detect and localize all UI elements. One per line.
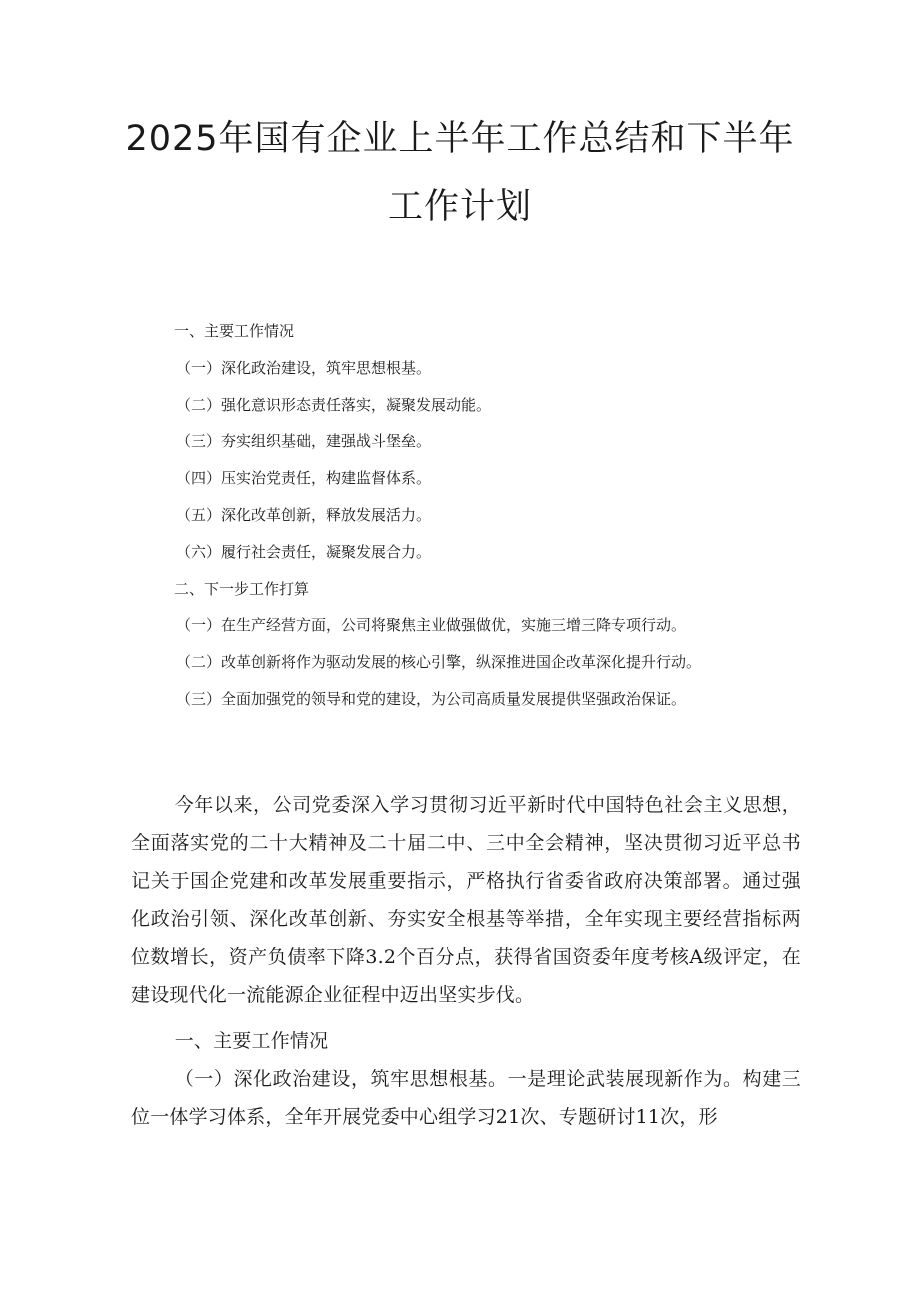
outline-item: （一）在生产经营方面，公司将聚焦主业做强做优，实施三增三降专项行动。 (176, 616, 687, 635)
outline-item: （三）夯实组织基础，建强战斗堡垒。 (176, 432, 432, 451)
outline-item: （二）改革创新将作为驱动发展的核心引擎，纵深推进国企改革深化提升行动。 (176, 653, 702, 672)
outline-item: （四）压实治党责任，构建监督体系。 (176, 469, 432, 488)
intro-paragraph: 今年以来，公司党委深入学习贯彻习近平新时代中国特色社会主义思想，全面落实党的二十大精神及二十届二中、三中全会精神，坚决贯彻习近平总书记关于国企党建和改革发展重要指示，严格执行省委省政府决策部署。通过强化政治引领、深化改革创新、夯实安全根基等举措，全年实现主要经营指标两位数增长，资产负债率下降3.2个百分点，获得省国资委年度考核A级评定，在建设现代化一流能源企业征程中迈出坚实步伐。 (131, 794, 801, 1006)
document-title-line-2: 工作计划 (387, 187, 532, 227)
section-heading: 一、主要工作情况 (174, 1030, 329, 1052)
outline-item: （六）履行社会责任，凝聚发展合力。 (176, 542, 432, 561)
document-title-line-1: 2025年国有企业上半年工作总结和下半年 (125, 119, 795, 159)
outline-heading: 二、下一步工作打算 (174, 579, 310, 598)
document-body (131, 786, 801, 1136)
outline-item: （三）全面加强党的领导和党的建设，为公司高质量发展提供坚强政治保证。 (176, 689, 687, 708)
outline-heading: 一、主要工作情况 (174, 322, 295, 340)
table-of-contents (172, 313, 812, 718)
outline-item: （一）深化政治建设，筑牢思想根基。 (176, 358, 432, 377)
outline-item: （二）强化意识形态责任落实，凝聚发展动能。 (176, 395, 492, 414)
body-paragraph: （一）深化政治建设，筑牢思想根基。一是理论武装展现新作为。构建三位一体学习体系，全年开展党委中心组学习21次、专题研讨11次，形 (131, 1068, 801, 1128)
outline-item: （五）深化改革创新，释放发展活力。 (176, 505, 432, 524)
